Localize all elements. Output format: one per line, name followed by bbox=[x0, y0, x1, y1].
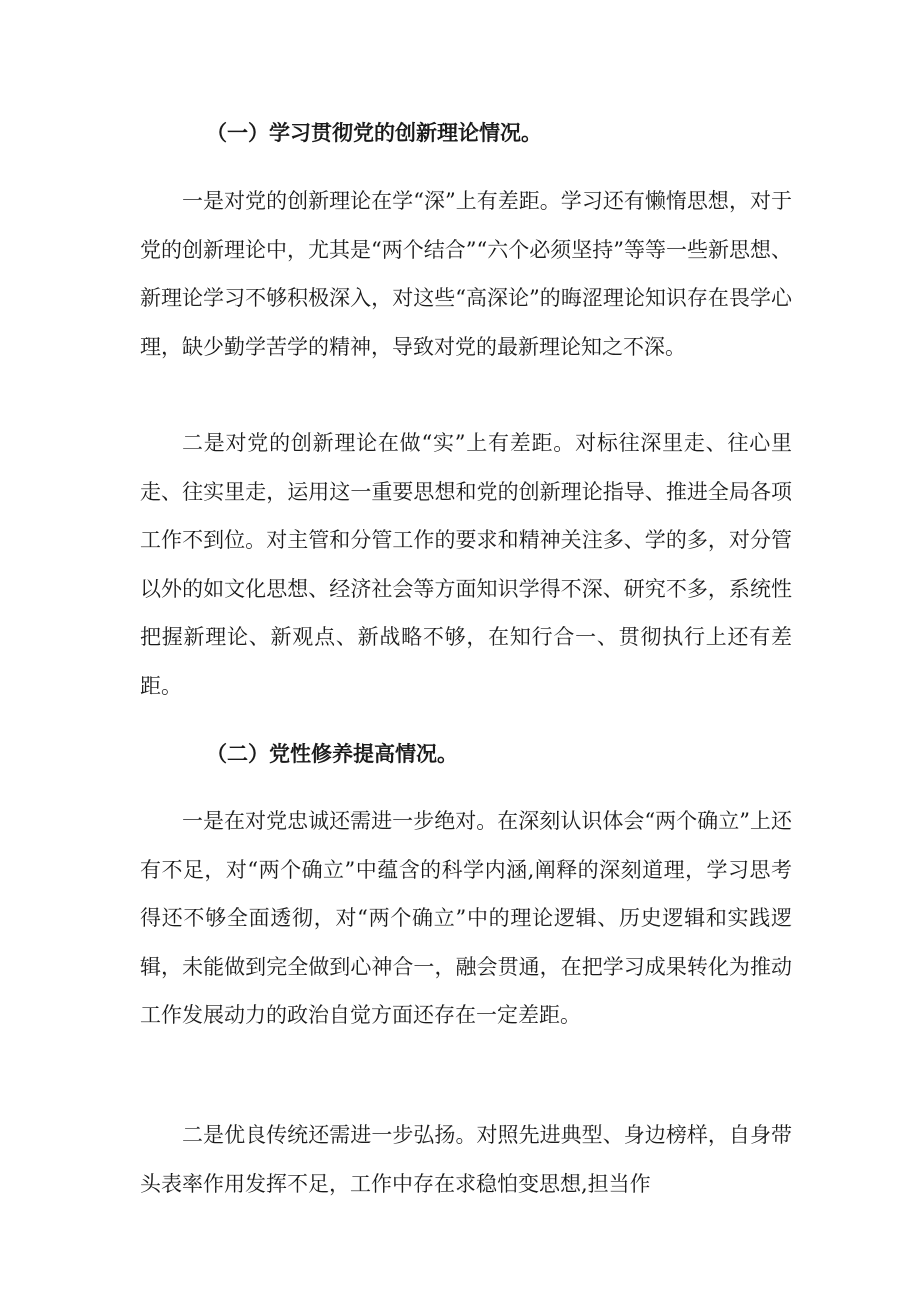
section-2-paragraph-2: 二是优良传统还需进一步弘扬。对照先进典型、身边榜样，自身带头表率作用发挥不足，工作中存在求稳怕变思想,担当作 bbox=[140, 1123, 792, 1196]
section-1-paragraph-2: 二是对党的创新理论在做“实”上有差距。对标往深里走、往心里走、往实里走，运用这一重要思想和党的创新理论指导、推进全局各项工作不到位。对主管和分管工作的要求和精神关注多、学的多，对分管以外的如文化思想、经济社会等方面知识学得不深、研究不多，系统性把握新理论、新观点、新战略不够，在知行合一、贯彻执行上还有差距。 bbox=[140, 431, 792, 698]
section-1-paragraph-1: 一是对党的创新理论在学“深”上有差距。学习还有懒惰思想，对于党的创新理论中，尤其是“两个结合”“六个必须坚持”等等一些新思想、新理论学习不够积极深入，对这些“高深论”的晦涩理论知识存在畏学心理，缺少勤学苦学的精神，导致对党的最新理论知之不深。 bbox=[140, 189, 792, 359]
section-2-heading: （二）党性修养提高情况。 bbox=[206, 741, 458, 766]
section-1-heading: （一）学习贯彻党的创新理论情况。 bbox=[206, 120, 542, 145]
section-2-paragraph-1: 一是在对党忠诚还需进一步绝对。在深刻认识体会“两个确立”上还有不足，对“两个确立”中蕴含的科学内涵,阐释的深刻道理，学习思考得还不够全面透彻，对“两个确立”中的理论逻辑、历史逻辑和实践逻辑，未能做到完全做到心神合一，融会贯通，在把学习成果转化为推动工作发展动力的政治自觉方面还存在一定差距。 bbox=[140, 809, 792, 1027]
